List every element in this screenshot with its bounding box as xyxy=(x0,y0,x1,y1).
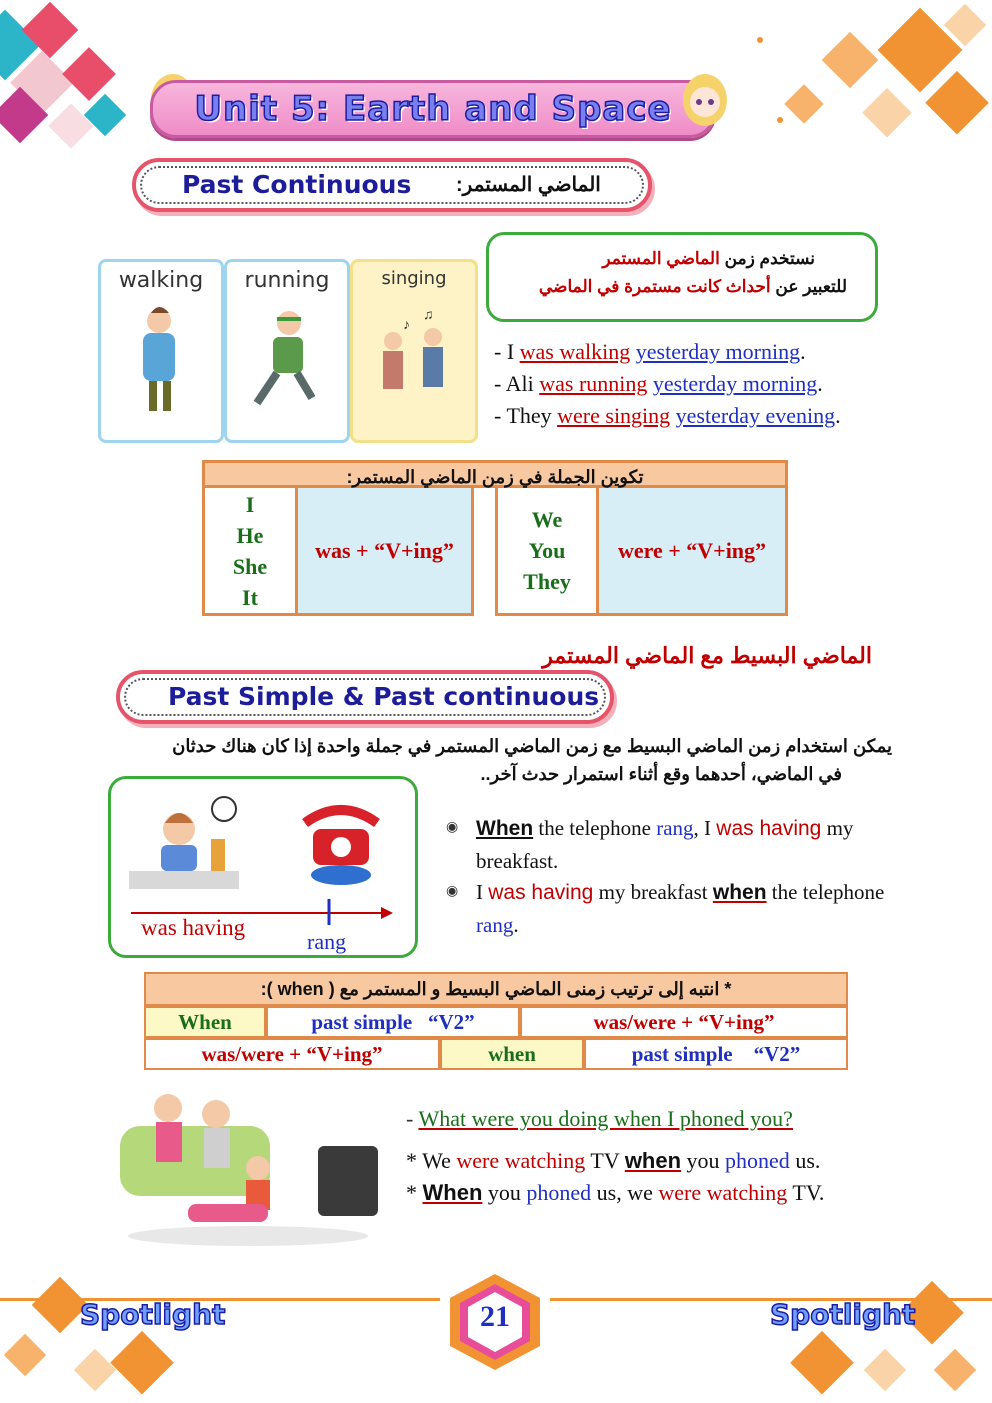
card-running xyxy=(224,259,350,443)
usage-note-box xyxy=(486,232,878,322)
text: you xyxy=(686,1148,720,1173)
section-title-arabic: الماضي المستمر: xyxy=(456,174,601,196)
plural-pronouns xyxy=(498,488,599,613)
when-rules-title: * انتبه إلى ترتيب زمنى الماضي البسيط و المستمر مع ( when ): xyxy=(144,972,848,1006)
singing-figures xyxy=(353,289,475,429)
card-label: singing xyxy=(381,268,447,289)
past-continuous-verb: was having xyxy=(488,881,594,904)
answer-line-1 xyxy=(406,1148,820,1174)
pronoun: I xyxy=(245,491,255,517)
pronoun: You xyxy=(528,538,566,563)
card-label: running xyxy=(244,268,330,293)
rule-row-2 xyxy=(144,1038,848,1070)
verb: were singing xyxy=(557,403,671,428)
singular-block xyxy=(202,488,474,616)
timeline-box xyxy=(108,776,418,958)
rule-cell: when xyxy=(440,1038,584,1070)
usage-line-1 xyxy=(602,249,815,269)
running-figure xyxy=(227,293,347,433)
dash: - xyxy=(494,339,507,364)
when-word: When xyxy=(422,1180,483,1205)
past-continuous-verb: was having xyxy=(716,817,822,840)
timeline-long-action: was having xyxy=(141,915,246,940)
pronoun: She xyxy=(232,553,268,579)
dash: - xyxy=(494,371,506,396)
text: TV. xyxy=(792,1180,825,1205)
text: us. xyxy=(795,1148,821,1173)
subject: I xyxy=(506,339,515,364)
when-rules-table xyxy=(144,972,848,1070)
example-sentence xyxy=(494,400,841,432)
page-number: 21 xyxy=(480,1300,510,1333)
card-walking xyxy=(98,259,224,443)
rule-cell: was/were + “V+ing” xyxy=(520,1006,848,1038)
pronoun: It xyxy=(242,584,258,610)
text: us, we xyxy=(596,1180,653,1205)
corner-decoration-bottom-right xyxy=(740,1270,992,1403)
dash: - xyxy=(406,1106,419,1131)
verb: was running xyxy=(539,371,648,396)
text: my breakfast xyxy=(598,880,708,904)
text: my breakfast. xyxy=(476,816,854,873)
when-word: When xyxy=(476,817,534,840)
usage-line-2-a: للتعبير عن xyxy=(775,277,847,296)
past-simple-verb: rang xyxy=(656,816,694,840)
text: the telephone xyxy=(538,816,651,840)
explanation-line-2: في الماضي، أحدهما وقع أثناء استمرار حدث آخر.. xyxy=(480,764,842,784)
answer-line-2 xyxy=(406,1180,824,1206)
title-banner xyxy=(150,80,716,138)
text: telephone xyxy=(802,880,885,904)
breakfast-boy-illustration xyxy=(129,789,239,889)
rule-cell: When xyxy=(144,1006,266,1038)
bullet-icon: ◉ xyxy=(446,820,459,835)
text: the xyxy=(771,880,798,904)
footer-brand-left: Spotlight xyxy=(80,1298,226,1331)
usage-line-1-a: نستخدم زمن xyxy=(724,249,815,268)
section-title: Past Continuous xyxy=(182,170,412,199)
rule-row-1 xyxy=(144,1006,848,1038)
timeline-short-action: rang xyxy=(307,929,347,954)
plural-rule: were + “V+ing” xyxy=(599,488,785,613)
svg-text:♫: ♫ xyxy=(423,308,434,323)
bullet-icon: ◉ xyxy=(446,884,459,899)
verb: was walking xyxy=(519,339,631,364)
question-line xyxy=(406,1106,793,1132)
text: I xyxy=(476,880,483,904)
page-title: Unit 5: Earth and Space xyxy=(194,89,672,129)
usage-line-2-b: أحداث كانت مستمرة في الماضي xyxy=(538,277,771,296)
example-sentence xyxy=(494,368,841,400)
rule-cell: past simple “V2” xyxy=(584,1038,848,1070)
plural-block xyxy=(495,488,788,616)
past-continuous-banner xyxy=(132,158,652,212)
past-continuous-verb: were watching xyxy=(658,1180,788,1205)
dash: - xyxy=(494,403,507,428)
singular-rule: was + “V+ing” xyxy=(298,488,471,613)
formation-table xyxy=(202,460,788,616)
period: . xyxy=(800,339,806,364)
walking-figure xyxy=(101,293,221,433)
family-watching-tv-illustration xyxy=(118,1086,384,1248)
past-simple-continuous-banner xyxy=(116,670,614,724)
past-continuous-verb: were watching xyxy=(456,1148,586,1173)
time-expression: yesterday morning xyxy=(635,339,801,364)
when-word: when xyxy=(712,881,767,904)
text: . xyxy=(513,913,519,937)
pronoun: We xyxy=(531,507,563,532)
example-list xyxy=(494,336,841,432)
card-label: walking xyxy=(118,268,204,293)
footer-brand-right: Spotlight xyxy=(770,1298,916,1331)
period: . xyxy=(817,371,823,396)
question: What were you doing when I phoned you? xyxy=(418,1106,793,1131)
past-simple-verb: phoned xyxy=(526,1180,592,1205)
subject: They xyxy=(506,403,552,428)
usage-line-2 xyxy=(539,277,847,297)
past-simple-verb: phoned xyxy=(725,1148,790,1173)
formation-title: تكوين الجملة في زمن الماضي المستمر: xyxy=(202,460,788,488)
usage-line-1-b: الماضي المستمر xyxy=(602,249,720,268)
when-word: when xyxy=(624,1148,682,1173)
text: * We xyxy=(406,1148,451,1173)
text: TV xyxy=(590,1148,620,1173)
past-simple-verb: rang xyxy=(476,913,514,937)
corner-decoration-top-right xyxy=(720,0,992,170)
anime-girl-right xyxy=(680,70,730,132)
corner-decoration-top-left xyxy=(0,0,150,160)
rule-cell: was/were + “V+ing” xyxy=(144,1038,440,1070)
text: * xyxy=(406,1180,417,1205)
text: , I xyxy=(693,816,712,840)
pronoun: They xyxy=(523,569,571,594)
rule-cell: past simple “V2” xyxy=(266,1006,520,1038)
card-singing xyxy=(350,259,478,443)
pronoun: He xyxy=(236,522,264,548)
section2-title-arabic: الماضي البسيط مع الماضي المستمر xyxy=(542,643,872,668)
bullet-example-1 xyxy=(446,812,886,877)
bullet-example-2 xyxy=(446,876,886,941)
singular-pronouns xyxy=(205,488,298,613)
time-expression: yesterday morning xyxy=(652,371,818,396)
telephone-illustration xyxy=(291,793,391,889)
text: you xyxy=(487,1180,521,1205)
section2-title: Past Simple & Past continuous xyxy=(168,682,600,711)
time-expression: yesterday evening xyxy=(675,403,836,428)
example-sentence xyxy=(494,336,841,368)
explanation-line-1: يمكن استخدام زمن الماضي البسيط مع زمن الماضي المستمر في جملة واحدة إذا كان هناك حدثان xyxy=(172,736,892,756)
period: . xyxy=(835,403,841,428)
svg-text:♪: ♪ xyxy=(403,318,410,333)
corner-decoration-bottom-left xyxy=(0,1270,230,1403)
subject: Ali xyxy=(505,371,534,396)
